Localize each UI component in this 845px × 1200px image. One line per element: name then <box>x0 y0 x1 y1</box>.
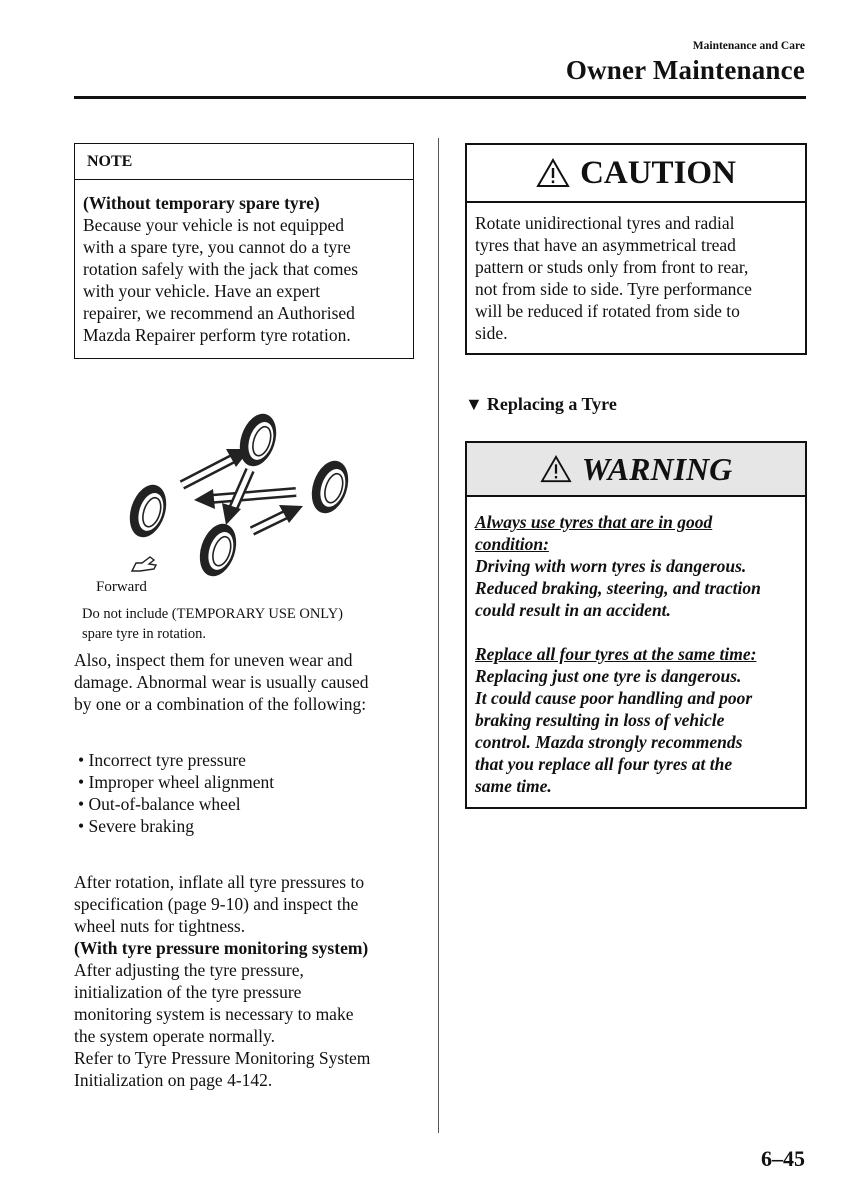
text-line: by one or a combination of the following: <box>74 694 367 714</box>
text-line: Also, inspect them for uneven wear and <box>74 650 353 670</box>
warning-rule: Replace all four tyres at the same time: <box>475 644 757 664</box>
text-line: side. <box>475 323 508 343</box>
text-line: could result in an accident. <box>475 600 671 620</box>
text-line: the system operate normally. <box>74 1026 276 1046</box>
text-line: Replacing just one tyre is dangerous. <box>475 666 742 686</box>
note-subheading: (Without temporary spare tyre) <box>83 193 320 213</box>
section-heading <box>465 394 617 415</box>
note-line: with a spare tyre, you cannot do a tyre <box>83 237 351 257</box>
warning-rule: condition: <box>475 534 549 554</box>
caption-line: spare tyre in rotation. <box>82 626 207 642</box>
warning-triangle-icon <box>540 455 572 483</box>
warning-body <box>467 497 805 797</box>
text-line: Reduced braking, steering, and traction <box>475 578 761 598</box>
note-box <box>74 143 414 359</box>
text-line: Rotate unidirectional tyres and radial <box>475 213 735 233</box>
warning-rule: Always use tyres that are in good <box>475 512 713 532</box>
text-line: monitoring system is necessary to make <box>74 1004 354 1024</box>
note-line: rotation safely with the jack that comes <box>83 259 359 279</box>
cause-list <box>78 749 274 837</box>
column-divider <box>438 138 439 1133</box>
warning-triangle-icon <box>536 158 570 188</box>
text-line: control. Mazda strongly recommends <box>475 732 743 752</box>
text-line: braking resulting in loss of vehicle <box>475 710 725 730</box>
caution-box <box>465 143 807 355</box>
note-line: Mazda Repairer perform tyre rotation. <box>83 325 351 345</box>
tyre-icon <box>123 480 172 542</box>
text-line: After rotation, inflate all tyre pressures to <box>74 872 365 892</box>
text-line: tyres that have an asymmetrical tread <box>475 235 736 255</box>
list-item: • Out-of-balance wheel <box>78 794 241 814</box>
page-title: Owner Maintenance <box>565 55 805 85</box>
warning-title: WARNING <box>581 450 733 487</box>
text-line: specification (page 9-10) and inspect the <box>74 894 359 914</box>
header-rule <box>74 96 806 99</box>
rotation-arrows <box>182 449 303 531</box>
note-line: repairer, we recommend an Authorised <box>83 303 355 323</box>
text-line: Driving with worn tyres is dangerous. <box>475 556 747 576</box>
tyre-icon <box>193 519 242 581</box>
section-heading-text: Replacing a Tyre <box>486 394 617 414</box>
note-line: with your vehicle. Have an expert <box>83 281 321 301</box>
text-line: initialization of the tyre pressure <box>74 982 302 1002</box>
text-line: that you replace all four tyres at the <box>475 754 733 774</box>
tpms-heading: (With tyre pressure monitoring system) <box>74 938 369 958</box>
text-line: After adjusting the tyre pressure, <box>74 960 304 980</box>
caution-title: CAUTION <box>580 154 736 191</box>
forward-label: Forward <box>96 579 147 595</box>
warning-header <box>467 443 805 497</box>
caption-line: Do not include (TEMPORARY USE ONLY) <box>82 606 344 622</box>
note-body <box>75 180 413 346</box>
tyre-icon <box>305 456 354 518</box>
text-line: Initialization on page 4-142. <box>74 1070 273 1090</box>
figure-caption <box>82 604 343 644</box>
note-heading: NOTE <box>75 144 413 180</box>
text-line: Refer to Tyre Pressure Monitoring System <box>74 1048 371 1068</box>
text-line: It could cause poor handling and poor <box>475 688 753 708</box>
list-item: • Improper wheel alignment <box>78 772 275 792</box>
warning-box <box>465 441 807 809</box>
page-number: 6–45 <box>761 1146 805 1171</box>
text-line: wheel nuts for tightness. <box>74 916 246 936</box>
text-line: will be reduced if rotated from side to <box>475 301 740 321</box>
hand-pointer-icon <box>132 557 156 571</box>
after-rotation-paragraph <box>74 871 370 1091</box>
section-label: Maintenance and Care <box>692 40 805 52</box>
text-line: not from side to side. Tyre performance <box>475 279 752 299</box>
caution-header <box>467 145 805 203</box>
down-triangle-icon: ▼ <box>465 394 483 414</box>
caution-body <box>467 203 805 344</box>
text-line: damage. Abnormal wear is usually caused <box>74 672 369 692</box>
list-item: • Incorrect tyre pressure <box>78 750 246 770</box>
text-line: same time. <box>475 776 552 796</box>
note-line: Because your vehicle is not equipped <box>83 215 344 235</box>
tyre-icon <box>233 409 282 471</box>
list-item: • Severe braking <box>78 816 194 836</box>
text-line: pattern or studs only from front to rear, <box>475 257 749 277</box>
tyre-rotation-diagram <box>100 405 380 590</box>
inspect-paragraph <box>74 649 369 715</box>
